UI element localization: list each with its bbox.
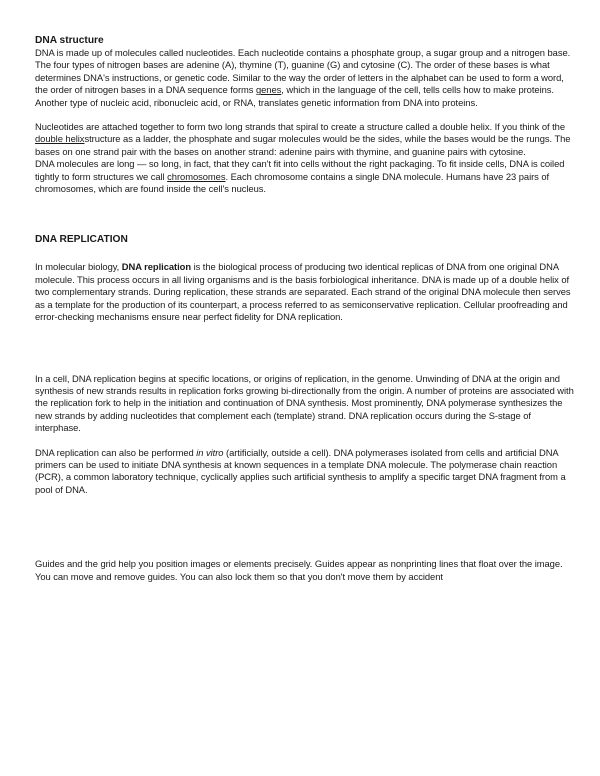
paragraph-guides: Guides and the grid help you position images or elements precisely. Guides appear as nonprinting lines that float over the image. You can move and remove guides. You can also lock them so that you don't move them by accident (35, 558, 563, 582)
paragraph-double-helix: Nucleotides are attached together to form two long strands that spiral to create a structure called a double helix. If you think of the double helixstructure as a ladder, the phosphate and sugar molecules would be the sides, while the bases would be the rungs. The bases on one strand pair with the bases on another strand: adenine pairs with thymine, and guanine pairs with cytosine. (35, 121, 571, 157)
paragraph-replication-intro: In molecular biology, DNA replication is the biological process of producing two identical replicas of DNA from one original DNA molecule. This process occurs in all living organisms and is the basis forbiological inheritance. DNA is made up of a double helix of two complementary strands. During replication, these strands are separated. Each strand of the original DNA molecule then serves as a template for the production of its counterpart, a process referred to as semiconservative replication. Cellular proofreading and error-checking mechanisms ensure near perfect fidelity for DNA replication. (35, 261, 571, 323)
paragraph-replication-origins: In a cell, DNA replication begins at specific locations, or origins of replication, in the genome. Unwinding of DNA at the origin and synthesis of new strands results in replication forks growing bi-directionally from the origin. A number of proteins are associated with the replication fork to help in the initiation and continuation of DNA synthesis. Most prominently, DNA polymerase synthesizes the new strands by adding nucleotides that complement each (template) strand. DNA replication occurs during the S-stage of interphase. (35, 372, 574, 434)
paragraph-nucleotides: DNA is made up of molecules called nucleotides. Each nucleotide contains a phosphate group, a sugar group and a nitrogen base. The four types of nitrogen bases are adenine (A), thymine (T), guanine (G) and cytosine (C). The order of these bases is what determines DNA's instructions, or genetic code. Similar to the way the order of letters in the alphabet can be used to form a word, the order of nitrogen bases in a DNA sequence forms genes, which in the language of the cell, tells cells how to make proteins. Another type of nucleic acid, ribonucleic acid, or RNA, translates genetic information from DNA into proteins. (35, 47, 571, 108)
term-in-vitro: in vitro (196, 446, 224, 458)
paragraph-chromosomes: DNA molecules are long — so long, in fact, that they can't fit into cells without the right packaging. To fit inside cells, DNA is coiled tightly to form structures we call chromosomes. Each chromosome contains a single DNA molecule. Humans have 23 pairs of chromosomes, which are found inside the cell's nucleus. (35, 158, 565, 195)
link-double-helix[interactable]: double helix (35, 133, 85, 145)
section-heading-dna-structure: DNA structure (35, 35, 104, 46)
term-dna-replication: DNA replication (121, 261, 192, 273)
paragraph-in-vitro: DNA replication can also be performed in vitro (artificially, outside a cell). DNA polymerases isolated from cells and artificial DNA primers can be used to initiate DNA synthesis at known sequences in a template DNA molecule. The polymerase chain reaction (PCR), a common laboratory technique, cyclically applies such artificial synthesis to amplify a specific target DNA fragment from a pool of DNA. (35, 446, 566, 495)
section-heading-dna-replication: DNA REPLICATION (35, 234, 128, 246)
document-page (35, 34, 575, 583)
link-genes[interactable]: genes (255, 84, 282, 96)
link-chromosomes[interactable]: chromosomes (167, 170, 226, 182)
